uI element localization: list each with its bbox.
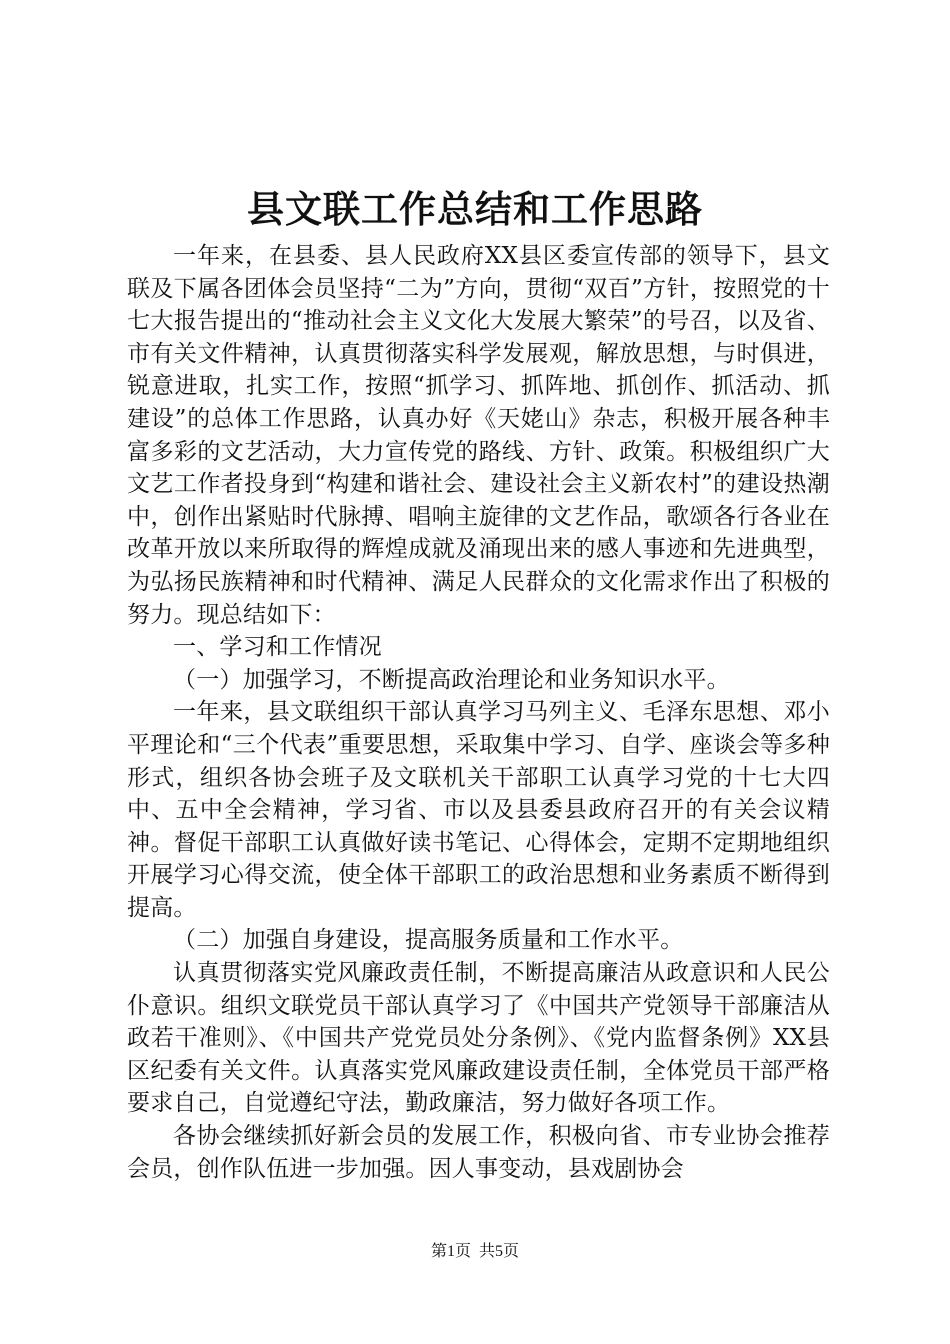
subsection-heading-1: （一）加强学习，不断提高政治理论和业务知识水平。 (173, 666, 730, 693)
paragraph-intro: 一年来，在县委、县人民政府XX县区委宣传部的领导下，县文联及下属各团体会员坚持“二为”方向，贯彻“双百”方针，按照党的十七大报告提出的“推动社会主义文化大发展大繁荣”的号召，以及省、市有关文件精神，认真贯彻落实科学发展观，解放思想，与时俱进，锐意进取，扎实工作，按照“抓学习、抓阵地、抓创作、抓活动、抓建设”的总体工作思路，认真办好《天姥山》杂志，积极开展各种丰富多彩的文艺活动，大力宣传党的路线、方针、政策。积极组织广大文艺工作者投身到“构建和谐社会、建设社会主义新农村”的建设热潮中，创作出紧贴时代脉搏、唱响主旋律的文艺作品，歌颂各行各业在改革开放以来所取得的辉煌成就及涌现出来的感人事迹和先进典型，为弘扬民族精神和时代精神、满足人民群众的文化需求作出了积极的努力。现总结如下： (127, 243, 830, 628)
paragraph-associations: 各协会继续抓好新会员的发展工作，积极向省、市专业协会推荐会员，创作队伍进一步加强。因人事变动，县戏剧协会 (127, 1123, 830, 1182)
paragraph-integrity: 认真贯彻落实党风廉政责任制，不断提高廉洁从政意识和人民公仆意识。组织文联党员干部认真学习了《中国共产党领导干部廉洁从政若干准则》、《中国共产党党员处分条例》、《党内监督条例》XX县区纪委有关文件。认真落实党风廉政建设责任制，全体党员干部严格要求自己，自觉遵纪守法，勤政廉洁，努力做好各项工作。 (127, 960, 830, 1117)
page-number-total: 共5页 (479, 1243, 520, 1260)
document-body (127, 240, 830, 1185)
paragraph-study: 一年来，县文联组织干部认真学习马列主义、毛泽东思想、邓小平理论和“三个代表”重要思想，采取集中学习、自学、座谈会等多种形式，组织各协会班子及文联机关干部职工认真学习党的十七大四中、五中全会精神，学习省、市以及县委县政府召开的有关会议精神。督促干部职工认真做好读书笔记、心得体会，定期不定期地组织开展学习心得交流，使全体干部职工的政治思想和业务素质不断得到提高。 (127, 699, 830, 921)
subsection-heading-2: （二）加强自身建设，提高服务质量和工作水平。 (173, 927, 684, 954)
page-footer (0, 1241, 950, 1263)
document-title: 县文联工作总结和工作思路 (247, 187, 703, 231)
page-number-current: 第1页 (430, 1243, 471, 1260)
section-heading-1: 一、学习和工作情况 (173, 634, 382, 661)
